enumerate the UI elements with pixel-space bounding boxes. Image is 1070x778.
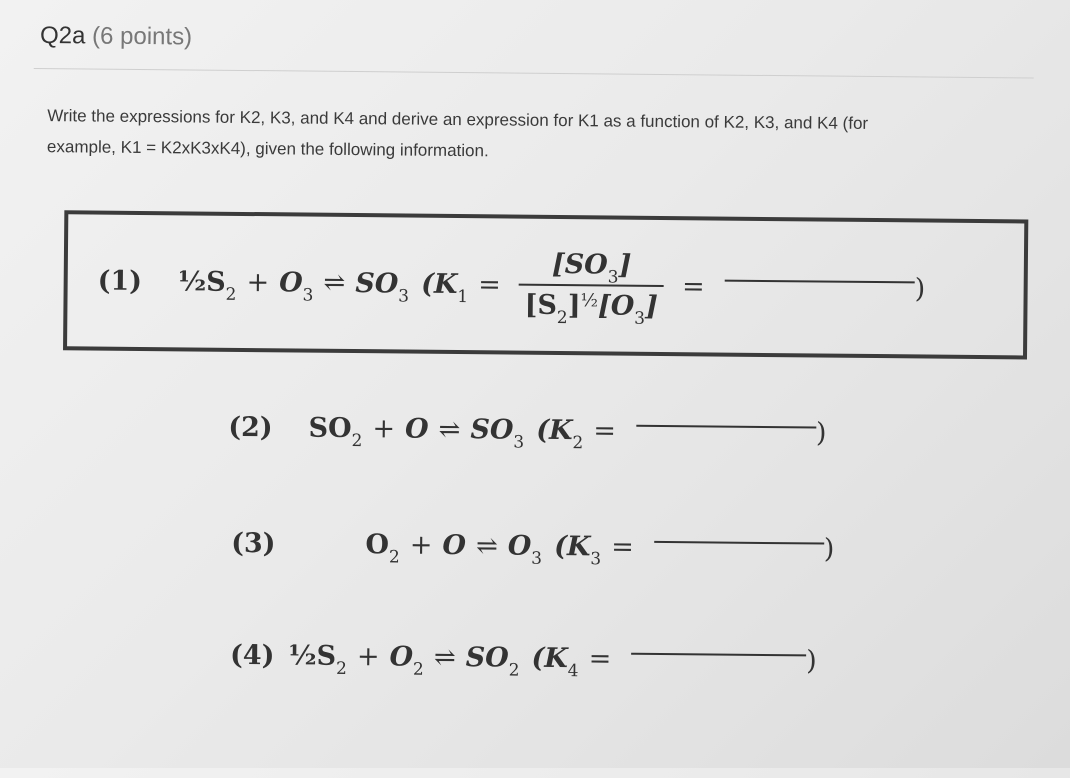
reactant-1: $O_2$ [365, 529, 400, 568]
equilibrium-arrow-icon: ⇌ [323, 267, 346, 298]
answer-blank-4[interactable] [631, 652, 806, 656]
k-label: ($K_3$ [554, 530, 602, 570]
reactant-1: $SO_2$ [308, 412, 363, 452]
answer-blank-3[interactable] [654, 540, 824, 544]
equals-sign: = [478, 268, 502, 300]
answer-blank-2[interactable] [636, 424, 816, 428]
closing-paren: ) [806, 645, 817, 677]
equilibrium-arrow-icon: ⇌ [475, 530, 498, 561]
closing-paren: ) [823, 533, 835, 565]
plus-sign: + [356, 641, 380, 673]
product: $O_3$ [507, 530, 543, 569]
prompt-line-2: example, K1 = K2xK3xK4), given the following information. [46, 137, 489, 161]
reactant-2: O [442, 529, 467, 562]
k-label: ($K_4$ [531, 642, 579, 682]
equilibrium-fraction [519, 248, 665, 329]
product: $SO_3$ [470, 414, 525, 453]
equation-number: (3) [231, 527, 276, 560]
closing-paren: ) [914, 272, 926, 305]
equation-3 [231, 527, 835, 570]
equation-number: (1) [97, 265, 143, 297]
equation-number: (4) [229, 639, 275, 672]
fraction-denominator: $[S_2]^{\frac{1}{2}}[O_3]$ [524, 289, 659, 329]
reactant-2: $O_3$ [279, 266, 314, 306]
equilibrium-arrow-icon: ⇌ [433, 642, 456, 673]
k-label: ($K_2$ [536, 414, 584, 454]
equals-sign: = [593, 415, 617, 447]
fraction-numerator: $[SO_3]$ [551, 248, 632, 288]
question-header [40, 22, 192, 51]
plus-sign: + [372, 413, 396, 445]
reactant-1: $\frac{1}{2}S_2$ [288, 640, 347, 679]
plus-sign: + [409, 529, 433, 561]
equals-sign-2: = [681, 270, 705, 302]
answer-blank-1[interactable] [725, 280, 915, 284]
equation-4 [229, 639, 817, 682]
equals-sign: = [611, 531, 635, 563]
question-prompt [47, 100, 1038, 172]
prompt-line-1: Write the expressions for K2, K3, and K4 and derive an expression for K1 as a function of K2, K3, and K4 (for [47, 106, 869, 133]
k-label: ($K_1$ [421, 268, 469, 307]
reactant-1: $\frac{1}{2}S_2$ [177, 265, 237, 305]
equation-1 [97, 245, 926, 329]
product: $SO_3$ [355, 267, 410, 307]
equation-number: (2) [228, 411, 273, 444]
product: $SO_2$ [465, 642, 520, 681]
question-label: Q2a [39, 22, 86, 50]
equation-2 [228, 411, 827, 454]
header-divider [34, 68, 1034, 79]
plus-sign: + [246, 266, 270, 298]
equilibrium-arrow-icon: ⇌ [438, 414, 461, 445]
question-points: (6 points) [91, 22, 193, 51]
reactant-2: $O_2$ [389, 641, 424, 680]
closing-paren: ) [815, 417, 827, 449]
reactant-2: O [404, 413, 429, 445]
equals-sign: = [588, 643, 612, 675]
